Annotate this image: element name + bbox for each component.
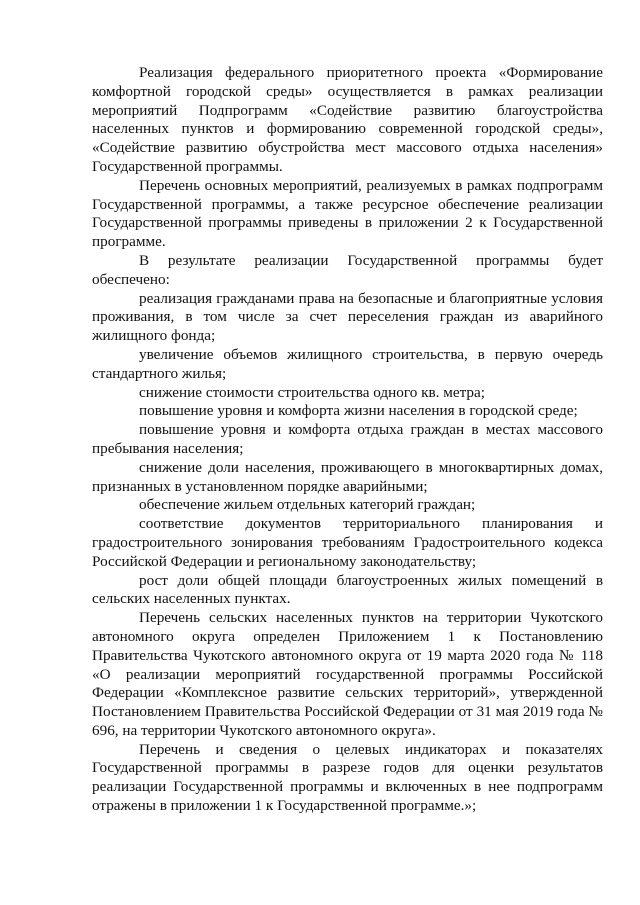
list-item-emergency-housing-share: снижение доли населения, проживающего в многоквартирных домах, признанных в установленном порядке аварийными; <box>92 458 603 495</box>
list-item-urban-comfort: повышение уровня и комфорта жизни населения в городской среде; <box>139 402 578 420</box>
paragraph-results-intro: В результате реализации Государственной программы будет обеспечено: <box>92 251 603 288</box>
paragraph-main-activities: Перечень основных мероприятий, реализуемых в рамках подпрограмм Государственной программы, а также ресурсное обеспечение реализации Государственной программы приведены в приложении 2 к Государственной программе. <box>92 176 603 251</box>
document-body <box>92 64 603 816</box>
list-item-housing-construction: увеличение объемов жилищного строительства, в первую очередь стандартного жилья; <box>92 345 603 382</box>
list-item-planning-compliance: соответствие документов территориального планирования и градостроительного зонирования требованиям Градостроительного кодекса Российской Федерации и региональному законодательству; <box>92 515 603 570</box>
list-item-housing-for-categories: обеспечение жильем отдельных категорий граждан; <box>139 496 476 514</box>
paragraph-rural-settlements: Перечень сельских населенных пунктов на территории Чукотского автономного округа определен Приложением 1 к Постановлению Правительства Чукотского автономного округа от 19 марта 2020 года № 118 «О реализации мероприятий государственной программы Российской Федерации «Комплексное развитие сельских территорий», утвержденной Постановлением Правительства Российской Федерации от 31 мая 2019 года № 696, на территории Чукотского автономного округа». <box>92 609 603 739</box>
list-item-rural-housing-area: рост доли общей площади благоустроенных жилых помещений в сельских населенных пунктах. <box>92 571 603 608</box>
paragraph-project-implementation: Реализация федерального приоритетного проекта «Формирование комфортной городской среды» осуществляется в рамках реализации мероприятий Подпрограмм «Содействие развитию благоустройства населенных пунктов и формированию современной городской среды», «Содействие развитию обустройства мест массового отдыха населения» Государственной программы. <box>92 64 603 175</box>
list-item-construction-cost: снижение стоимости строительства одного кв. метра; <box>139 383 485 401</box>
paragraph-indicators: Перечень и сведения о целевых индикаторах и показателях Государственной программы в разрезе годов для оценки результатов реализации Государственной программы и включенных в нее подпрограмм отражены в приложении 1 к Государственной программе.»; <box>92 740 603 815</box>
list-item-safe-housing: реализация гражданами права на безопасные и благоприятные условия проживания, в том числе за счет переселения граждан из аварийного жилищного фонда; <box>92 289 603 345</box>
list-item-recreation-comfort: повышение уровня и комфорта отдыха граждан в местах массового пребывания населения; <box>92 421 603 457</box>
